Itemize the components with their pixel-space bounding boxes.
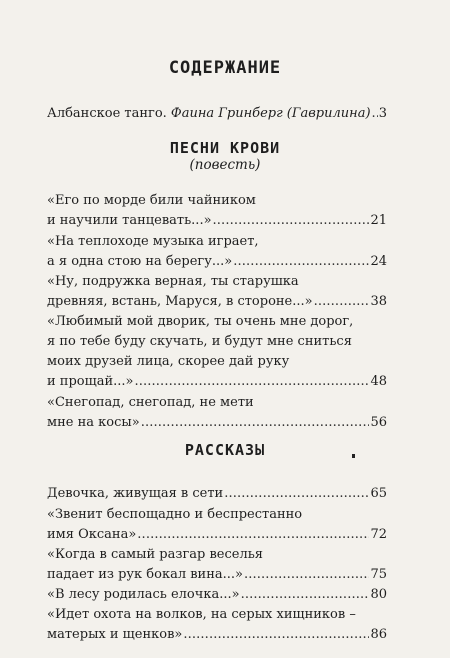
leader-dots xyxy=(141,413,370,433)
leader-dots xyxy=(213,211,370,231)
entry-line: «Любимый мой дворик, ты очень мне дорог, xyxy=(47,314,354,329)
entry-author: Фаина Гринберг (Гаврилина) xyxy=(170,106,371,121)
entry-text: и научили танцевать...» xyxy=(47,213,212,228)
page-number: 75 xyxy=(370,567,387,582)
toc-entry-intro[interactable] xyxy=(47,104,387,124)
toc-entry[interactable] xyxy=(47,525,387,545)
page-number: 3 xyxy=(378,106,387,121)
page-title: СОДЕРЖАНИЕ xyxy=(168,58,282,78)
toc-entry[interactable] xyxy=(47,292,387,312)
page-number: 72 xyxy=(370,527,387,542)
toc-entry[interactable] xyxy=(47,565,387,585)
entry-line: «Его по морде били чайником xyxy=(47,193,256,208)
toc-entry[interactable] xyxy=(47,484,387,504)
entry-line: моих друзей лица, скорее дай руку xyxy=(47,354,290,369)
leader-dots xyxy=(224,484,369,504)
entry-line: «Звенит беспощадно и беспрестанно xyxy=(47,507,303,522)
toc-entry[interactable] xyxy=(47,252,387,272)
entry-text: древняя, встань, Маруся, в стороне...» xyxy=(47,294,313,309)
page-number: 56 xyxy=(370,415,387,430)
page-number: 38 xyxy=(370,294,387,309)
leader-dots xyxy=(244,565,369,585)
page-number: 21 xyxy=(370,213,387,228)
leader-dots xyxy=(241,585,370,605)
page-number: 48 xyxy=(370,374,387,389)
entry-line: я по тебе буду скучать, и будут мне сниться xyxy=(47,334,352,349)
page-number: 65 xyxy=(370,486,387,501)
entry-line: «Снегопад, снегопад, не мети xyxy=(47,395,254,410)
toc-entry[interactable] xyxy=(47,372,387,392)
entry-line: «Идет охота на волков, на серых хищников – xyxy=(47,607,356,622)
leader-dots xyxy=(233,252,369,272)
entry-text: Албанское танго. xyxy=(47,106,171,121)
print-speck xyxy=(352,454,355,458)
leader-dots xyxy=(372,104,378,124)
page-number: 86 xyxy=(370,627,387,642)
toc-entry[interactable] xyxy=(47,413,387,433)
toc-entry[interactable] xyxy=(47,625,387,645)
section-heading-songs: ПЕСНИ КРОВИ xyxy=(169,139,281,157)
section-heading-stories: РАССКАЗЫ xyxy=(184,441,266,459)
entry-line: «На теплоходе музыка играет, xyxy=(47,234,259,249)
entry-text: падает из рук бокал вина...» xyxy=(47,567,243,582)
entry-text: Девочка, живущая в сети xyxy=(47,486,224,501)
page-number: 80 xyxy=(370,587,387,602)
toc-entry[interactable] xyxy=(47,585,387,605)
entry-text: и прощай...» xyxy=(47,374,134,389)
entry-line: «Ну, подружка верная, ты старушка xyxy=(47,274,299,289)
leader-dots xyxy=(137,525,369,545)
entry-text: «В лесу родилась елочка...» xyxy=(47,587,240,602)
entry-text: мне на косы» xyxy=(47,415,140,430)
section-subheading: (повесть) xyxy=(189,157,261,173)
leader-dots xyxy=(183,625,369,645)
entry-text: имя Оксана» xyxy=(47,527,137,542)
entry-text: матерых и щенков» xyxy=(47,627,183,642)
entry-text: а я одна стою на берегу...» xyxy=(47,254,233,269)
toc-entry[interactable] xyxy=(47,211,387,231)
page-number: 24 xyxy=(370,254,387,269)
entry-line: «Когда в самый разгар веселья xyxy=(47,547,263,562)
leader-dots xyxy=(314,292,370,312)
leader-dots xyxy=(134,372,369,392)
